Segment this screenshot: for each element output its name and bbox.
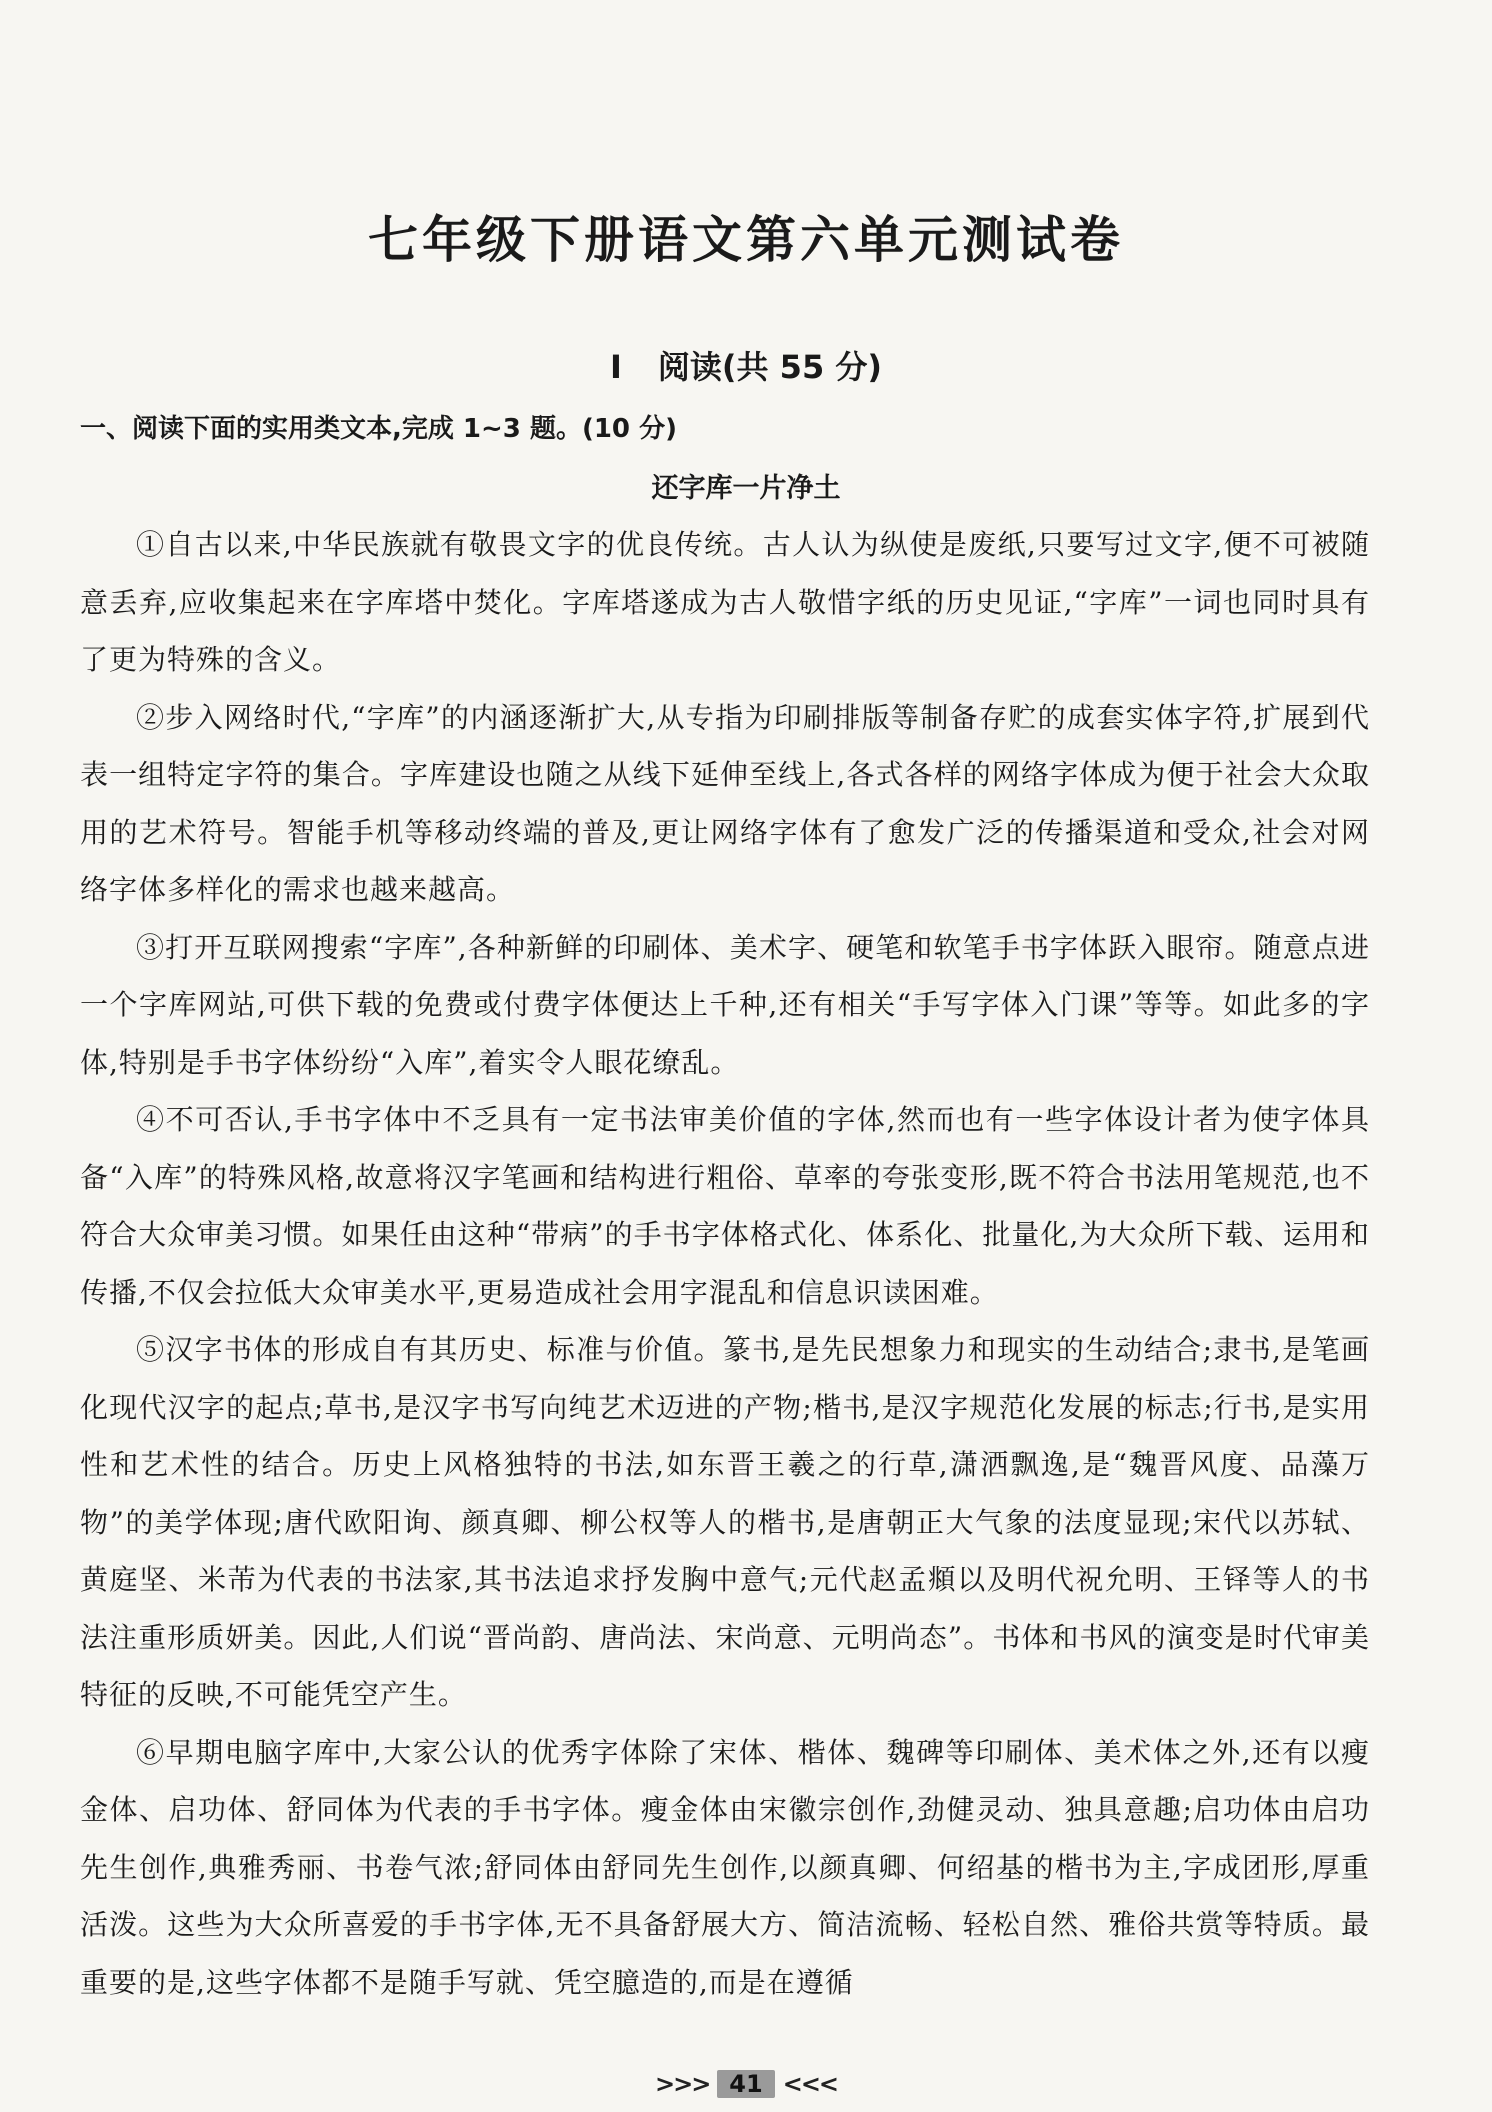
section-heading xyxy=(0,342,1492,388)
doc-title: 七年级下册语文第六单元测试卷 xyxy=(368,211,1124,269)
article-title: 还字库一片净土 xyxy=(651,473,841,504)
paragraph-4: ④不可否认,手书字体中不乏具有一定书法审美价值的字体,然而也有一些字体设计者为使字体具备“入库”的特殊风格,故意将汉字笔画和结构进行粗俗、草率的夸张变形,既不符合书法用笔规范,也不符合大众审美习惯。如果任由这种“带病”的手书字体格式化、体系化、批量化,为大众所下载、运用和传播,不仅会拉低大众审美水平,更易造成社会用字混乱和信息识读困难。 xyxy=(80,1103,1370,1309)
paragraph-5: ⑤汉字书体的形成自有其历史、标准与价值。篆书,是先民想象力和现实的生动结合;隶书,是笔画化现代汉字的起点;草书,是汉字书写向纯艺术迈进的产物;楷书,是汉字规范化发展的标志;行书,是实用性和艺术性的结合。历史上风格独特的书法,如东晋王羲之的行草,潇洒飘逸,是“魏晋风度、品藻万物”的美学体现;唐代欧阳询、颜真卿、柳公权等人的楷书,是唐朝正大气象的法度显现;宋代以苏轼、黄庭坚、米芾为代表的书法家,其书法追求抒发胸中意气;元代赵孟頫以及明代祝允明、王铎等人的书法注重形质妍美。因此,人们说“晋尚韵、唐尚法、宋尚意、元明尚态”。书体和书风的演变是时代审美特征的反映,不可能凭空产生。 xyxy=(80,1333,1370,1711)
footer-left-arrows: >>> xyxy=(654,2070,710,2098)
paragraph-3: ③打开互联网搜索“字库”,各种新鲜的印刷体、美术字、硬笔和软笔手书字体跃入眼帘。随意点进一个字库网站,可供下载的免费或付费字体便达上千种,还有相关“手写字体入门课”等等。如此多的字体,特别是手书字体纷纷“入库”,着实令人眼花缭乱。 xyxy=(80,930,1370,1079)
paragraph-6: ⑥早期电脑字库中,大家公认的优秀字体除了宋体、楷体、魏碑等印刷体、美术体之外,还有以瘦金体、启功体、舒同体为代表的手书字体。瘦金体由宋徽宗创作,劲健灵动、独具意趣;启功体由启功先生创作,典雅秀丽、书卷气浓;舒同体由舒同先生创作,以颜真卿、何绍基的楷书为主,字成团形,厚重活泼。这些为大众所喜爱的手书字体,无不具备舒展大方、简洁流畅、轻松自然、雅俗共赏等特质。最重要的是,这些字体都不是随手写就、凭空臆造的,而是在遵循 xyxy=(80,1735,1370,1999)
page-footer xyxy=(0,2070,1492,2098)
section-number: I xyxy=(610,348,622,386)
footer-right-arrows: <<< xyxy=(782,2070,838,2098)
article-body xyxy=(80,516,1370,2011)
paragraph-1: ①自古以来,中华民族就有敬畏文字的优良传统。古人认为纵使是废纸,只要写过文字,便不可被随意丢弃,应收集起来在字库塔中焚化。字库塔遂成为古人敬惜字纸的历史见证,“字库”一词也同时具有了更为特殊的含义。 xyxy=(80,528,1370,676)
section-label: 阅读(共 55 分) xyxy=(657,348,882,386)
page-number: 41 xyxy=(717,2070,774,2098)
paragraph-2: ②步入网络时代,“字库”的内涵逐渐扩大,从专指为印刷排版等制备存贮的成套实体字符,扩展到代表一组特定字符的集合。字库建设也随之从线下延伸至线上,各式各样的网络字体成为便于社会大众取用的艺术符号。智能手机等移动终端的普及,更让网络字体有了愈发广泛的传播渠道和受众,社会对网络字体多样化的需求也越来越高。 xyxy=(80,700,1370,906)
question-heading: 一、阅读下面的实用类文本,完成 1~3 题。(10 分) xyxy=(80,414,677,444)
